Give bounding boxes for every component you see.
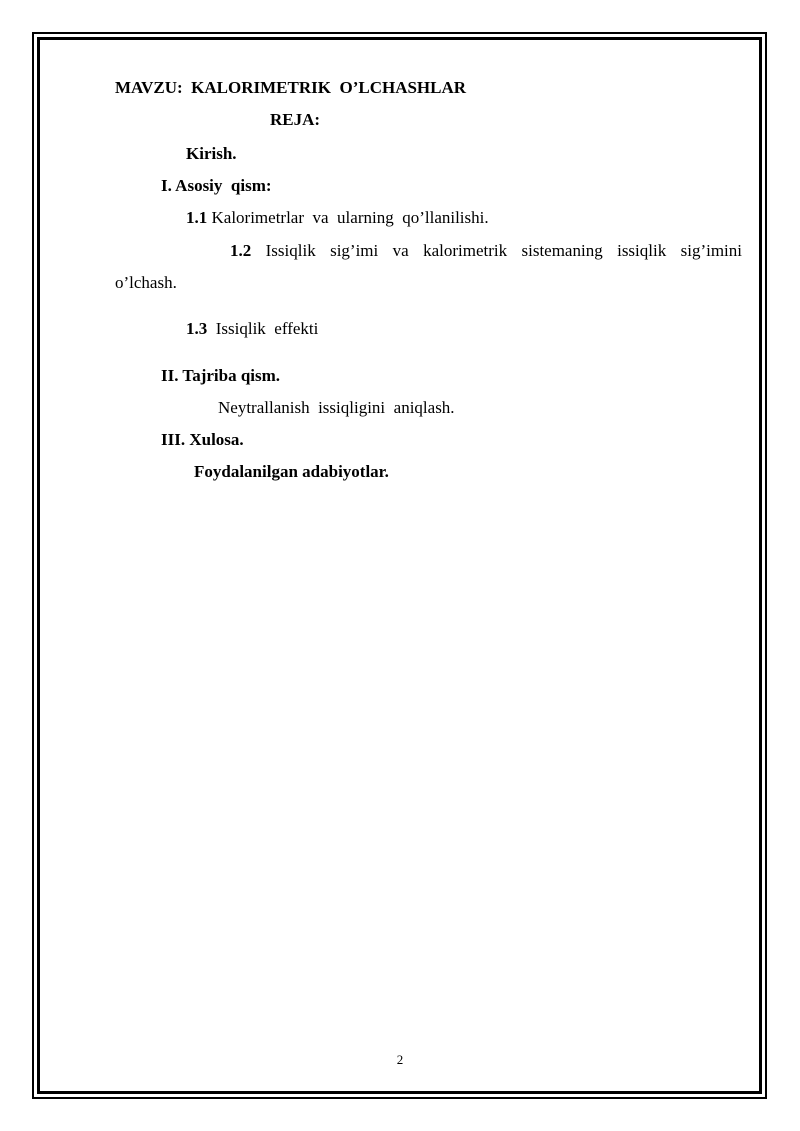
plan-item-1-2 bbox=[230, 241, 742, 261]
plan-item-1-2-text: Issiqlik sig’imi va kalorimetrik sistemaning issiqlik sig’imini bbox=[265, 241, 742, 260]
plan-item-1-3-text: Issiqlik effekti bbox=[215, 319, 319, 338]
plan-item-1-1-number: 1.1 bbox=[186, 208, 208, 227]
plan-item-1-2-number: 1.2 bbox=[230, 241, 252, 260]
part1-heading: I. Asosiy qism: bbox=[161, 176, 272, 195]
plan-item-1-2-continuation: o’lchash. bbox=[115, 273, 177, 292]
part3-heading: III. Xulosa. bbox=[161, 430, 244, 449]
page-border-inner bbox=[37, 37, 762, 1094]
references-item: Foydalanilgan adabiyotlar. bbox=[194, 462, 389, 481]
plan-heading: REJA: bbox=[270, 110, 321, 129]
plan-item-1-1 bbox=[186, 208, 489, 228]
plan-item-1-3 bbox=[186, 319, 318, 339]
plan-item-1-3-number: 1.3 bbox=[186, 319, 208, 338]
part2-heading: II. Tajriba qism. bbox=[161, 366, 281, 385]
page-number: 2 bbox=[396, 1052, 404, 1067]
plan-item-1-1-text: Kalorimetrlar va ularning qo’llanilishi. bbox=[211, 208, 489, 227]
document-title: MAVZU: KALORIMETRIK O’LCHASHLAR bbox=[115, 78, 467, 97]
part2-item: Neytrallanish issiqligini aniqlash. bbox=[218, 398, 455, 417]
intro-item: Kirish. bbox=[186, 144, 237, 163]
